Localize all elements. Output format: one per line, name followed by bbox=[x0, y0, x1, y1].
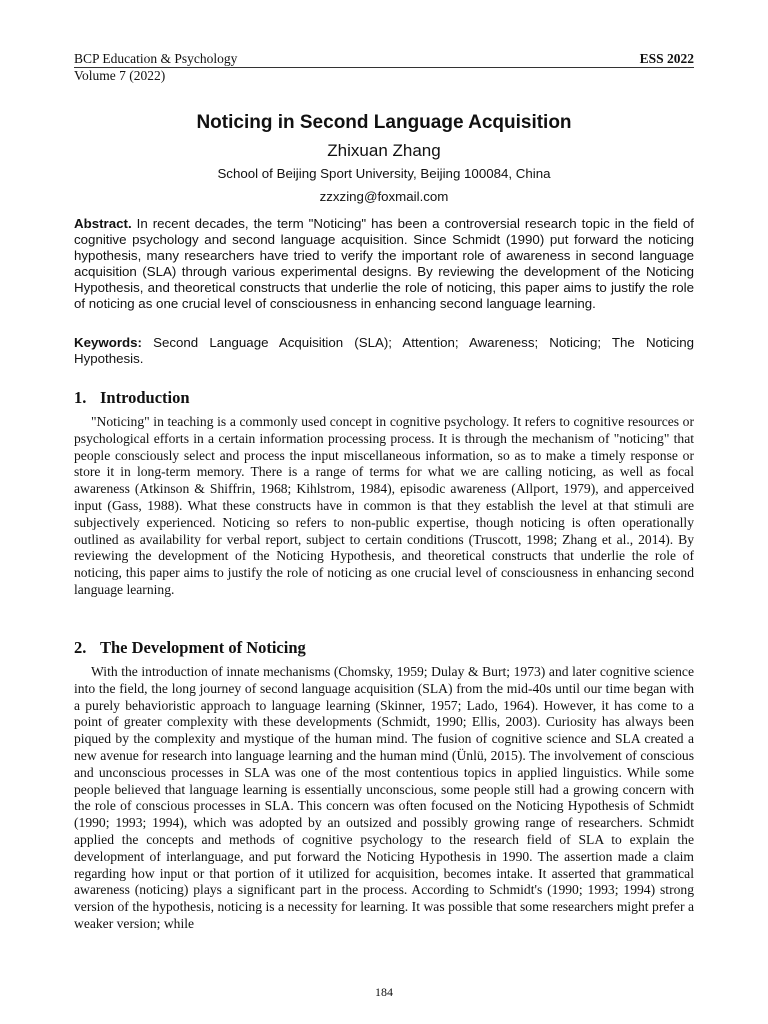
section-heading-development bbox=[74, 638, 306, 658]
conference-label: ESS 2022 bbox=[639, 51, 694, 66]
section-number: 2. bbox=[74, 638, 87, 657]
author-name: Zhixuan Zhang bbox=[327, 141, 441, 160]
paper-title: Noticing in Second Language Acquisition bbox=[196, 112, 572, 133]
journal-name: BCP Education & Psychology bbox=[74, 51, 238, 66]
abstract bbox=[74, 216, 694, 312]
page-number: 184 bbox=[375, 985, 393, 999]
keywords-text: Second Language Acquisition (SLA); Attention; Awareness; Noticing; The Noticing Hypothesis. bbox=[74, 335, 694, 366]
volume-label: Volume 7 (2022) bbox=[74, 68, 166, 83]
section-title: Introduction bbox=[100, 388, 190, 407]
abstract-label: Abstract. bbox=[74, 216, 132, 231]
author-email: zzxzing@foxmail.com bbox=[319, 189, 449, 204]
introduction-paragraph: "Noticing" in teaching is a commonly used concept in cognitive psychology. It refers to cognitive resources or psychological efforts in a certain information processing process. It is through the mechanism of "noticing" that people consciously select and process the input miscellaneous information, so as to make a timely response or store it in long-term memory. There is a range of terms for what we are calling noticing, as well as focal awareness (Atkinson & Shiffrin, 1968; Kihlstrom, 1984), episodic awareness (Allport, 1979), and apperceived input (Gass, 1988). What these constructs have in common is that they establish the level at that stimuli are subjectively experienced. Noticing so refers to non-public expertise, though noticing is often operationally outlined as availability for verbal report, subject to certain conditions (Truscott, 1998; Zhang et al., 2014). By reviewing the development of the Noticing Hypothesis, and theoretical constructs that underlie the role of noticing, this paper aims to justify the role of noticing as one crucial level of consciousness in enhancing second language learning. bbox=[74, 414, 694, 597]
section-number: 1. bbox=[74, 388, 87, 407]
header-divider bbox=[74, 67, 694, 68]
affiliation: School of Beijing Sport University, Beijing 100084, China bbox=[217, 166, 551, 181]
section-title: The Development of Noticing bbox=[100, 638, 306, 657]
section-heading-introduction bbox=[74, 388, 190, 408]
keywords bbox=[74, 335, 694, 367]
abstract-text: In recent decades, the term "Noticing" has been a controversial research topic in the field of cognitive psychology and second language acquisition. Since Schmidt (1990) put forward the noticing hypothesis, many researchers have tried to verify the important role of awareness in second language acquisition (SLA) through various experimental designs. By reviewing the development of the Noticing Hypothesis, and theoretical constructs that underlie the role of noticing, this paper aims to justify the role of noticing as one crucial level of consciousness in enhancing second language learning. bbox=[74, 216, 694, 311]
development-paragraph: With the introduction of innate mechanisms (Chomsky, 1959; Dulay & Burt; 1973) and later cognitive science into the field, the long journey of second language acquisition (SLA) from the mid-40s until our time began with a purely behavioristic approach to language learning (Skinner, 1957; Lado, 1964). However, it has come to a point of greater complexity with these developments (Schmidt, 1990; Ellis, 2003). Curiosity has always been piqued by the complexity and mystique of the human mind. The fusion of cognitive science and SLA created a new avenue for research into language learning and the human mind (Ünlü, 2015). The involvement of conscious and unconscious processes in SLA was one of the most contentious topics in applied linguistics. While some people believed that language learning is essentially unconscious, some people still had a growing concern with the role of conscious processes in SLA. This concern was often focused on the Noticing Hypothesis of Schmidt (1990; 1993; 1994), which was adopted by an outsized and possibly growing range of researchers. Schmidt applied the concepts and methods of cognitive psychology to the research field of SLA to explain the development of interlanguage, and put forward the Noticing Hypothesis in 1990. The assertion made a claim regarding how input or that portion of it utilized for acquisition, becomes intake. It asserted that grammatical awareness (noticing) plays a significant part in the process. According to Schmidt's (1990; 1993; 1994) strong version of the hypothesis, noticing is a necessity for learning. It was possible that some researchers might prefer a weaker version; while bbox=[74, 664, 694, 931]
keywords-label: Keywords: bbox=[74, 335, 142, 350]
